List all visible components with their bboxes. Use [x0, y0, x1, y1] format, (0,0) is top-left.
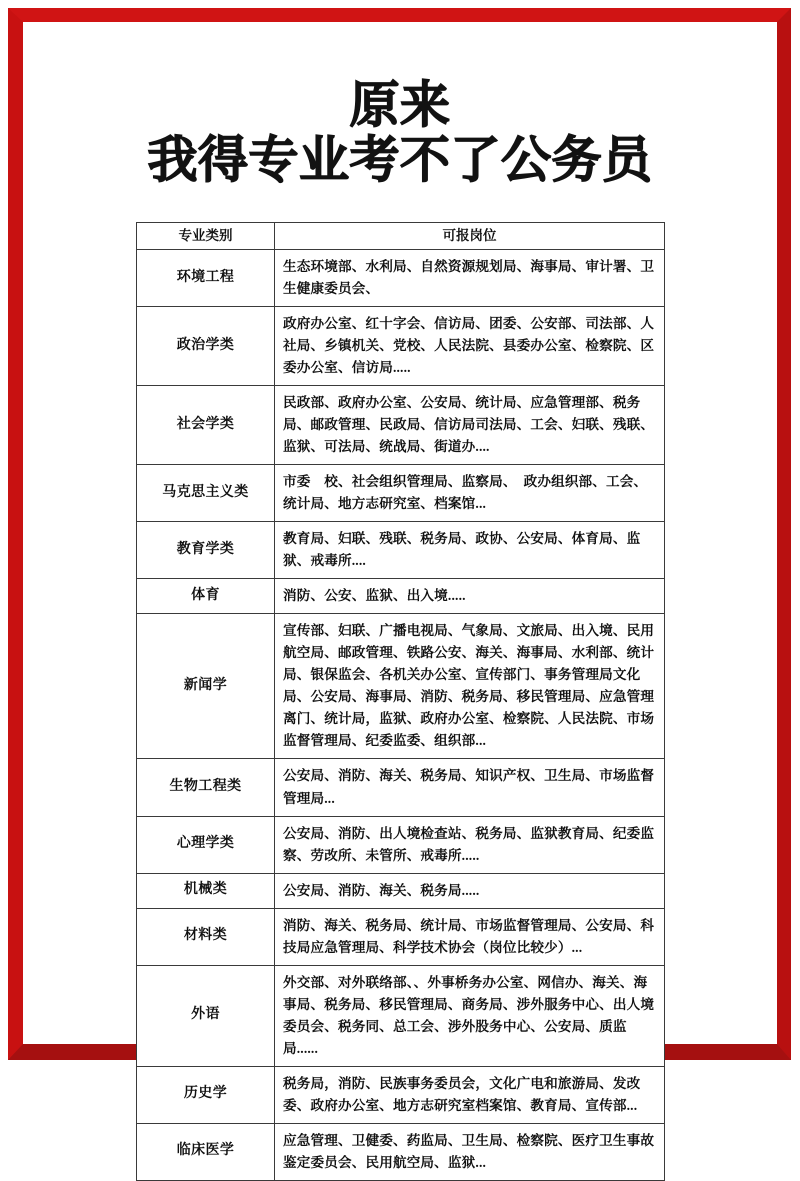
table-row: [137, 908, 665, 965]
title-line-1: 原来: [349, 77, 451, 133]
table-body: [137, 250, 665, 1181]
cell-major-category: 历史学: [137, 1066, 275, 1123]
cell-major-category: 环境工程: [137, 250, 275, 307]
majors-table: [136, 222, 665, 1181]
table-row: [137, 307, 665, 386]
title-line-2: 我得专业考不了公务员: [147, 132, 653, 188]
table-header: [137, 223, 665, 250]
table-row: [137, 614, 665, 759]
cell-major-category: 马克思主义类: [137, 465, 275, 522]
cell-available-posts: 消防、海关、税务局、统计局、市场监督管理局、公安局、科技局应急管理局、科学技术协会（岗位比较少）...: [275, 908, 665, 965]
majors-table-container: [136, 222, 664, 1181]
cell-available-posts: 公安局、消防、海关、税务局、知识产权、卫生局、市场监督管理局...: [275, 759, 665, 816]
table-row: [137, 386, 665, 465]
cell-available-posts: 公安局、消防、出人境检查站、税务局、监狱教育局、纪委监察、劳改所、未管所、戒毒所.....: [275, 816, 665, 873]
cell-available-posts: 公安局、消防、海关、税务局.....: [275, 873, 665, 908]
table-row: [137, 522, 665, 579]
table-row: [137, 873, 665, 908]
table-row: [137, 250, 665, 307]
cell-available-posts: 消防、公安、监狱、出入境.....: [275, 579, 665, 614]
page-title: [23, 22, 777, 186]
cell-available-posts: 市委 校、社会组织管理局、监察局、 政办组织部、工会、统计局、地方志研究室、档案馆...: [275, 465, 665, 522]
table-row: [137, 965, 665, 1066]
cell-major-category: 外语: [137, 965, 275, 1066]
cell-available-posts: 政府办公室、红十字会、信访局、团委、公安部、司法部、人社局、乡镇机关、党校、人民法院、县委办公室、检察院、区委办公室、信访局.....: [275, 307, 665, 386]
cell-available-posts: 民政部、政府办公室、公安局、统计局、应急管理部、税务局、邮政管理、民政局、信访局司法局、工会、妇联、残联、监狱、可法局、统战局、街道办....: [275, 386, 665, 465]
column-header-category: 专业类别: [137, 223, 275, 250]
cell-major-category: 体育: [137, 579, 275, 614]
table-row: [137, 1066, 665, 1123]
table-header-row: [137, 223, 665, 250]
table-row: [137, 816, 665, 873]
table-row: [137, 759, 665, 816]
cell-major-category: 机械类: [137, 873, 275, 908]
cell-available-posts: 宣传部、妇联、广播电视局、气象局、文旅局、出入境、民用航空局、邮政管理、铁路公安、海关、海事局、水利部、统计局、银保监会、各机关办公室、宣传部门、事务管理局文化局、公安局、海事局、消防、税务局、移民管理局、应急管理离门、统计局，监狱、政府办公室、检察院、人民法院、市场监督管理局、纪委监委、组织部...: [275, 614, 665, 759]
cell-available-posts: 应急管理、卫健委、药监局、卫生局、检察院、医疗卫生事故鉴定委员会、民用航空局、监狱...: [275, 1123, 665, 1180]
table-row: [137, 579, 665, 614]
cell-available-posts: 教育局、妇联、残联、税务局、政协、公安局、体育局、监狱、戒毒所....: [275, 522, 665, 579]
table-row: [137, 465, 665, 522]
column-header-posts: 可报岗位: [275, 223, 665, 250]
cell-major-category: 政治学类: [137, 307, 275, 386]
cell-major-category: 临床医学: [137, 1123, 275, 1180]
cell-major-category: 新闻学: [137, 614, 275, 759]
cell-available-posts: 外交部、对外联络部、、外事桥务办公室、网信办、海关、海事局、税务局、移民管理局、商务局、涉外服务中心、出人境委员会、税务同、总工会、涉外股务中心、公安局、质监局......: [275, 965, 665, 1066]
cell-available-posts: 税务局，消防、民族事务委员会，文化广电和旅游局、发改委、政府办公室、地方志研究室档案馆、教育局、宣传部...: [275, 1066, 665, 1123]
cell-major-category: 心理学类: [137, 816, 275, 873]
cell-major-category: 教育学类: [137, 522, 275, 579]
table-row: [137, 1123, 665, 1180]
poster-content: [23, 22, 777, 1170]
cell-available-posts: 生态环境部、水利局、自然资源规划局、海事局、审计署、卫生健康委员会、: [275, 250, 665, 307]
cell-major-category: 社会学类: [137, 386, 275, 465]
cell-major-category: 生物工程类: [137, 759, 275, 816]
cell-major-category: 材料类: [137, 908, 275, 965]
red-picture-frame: [8, 8, 791, 1170]
